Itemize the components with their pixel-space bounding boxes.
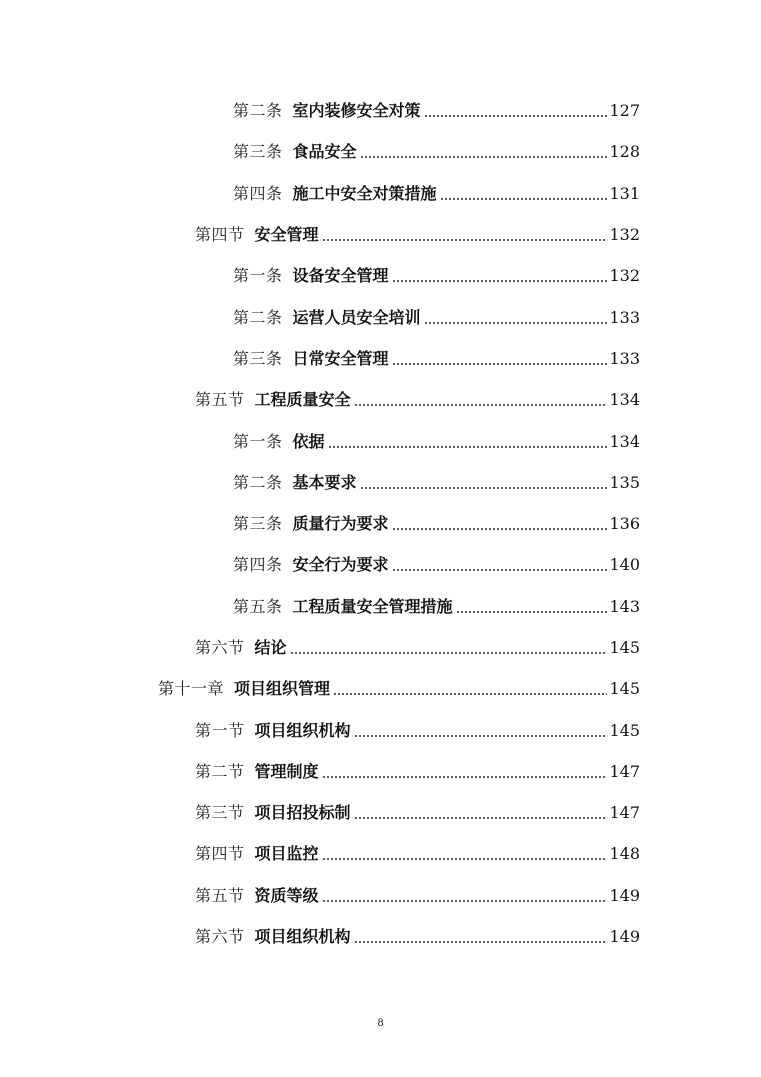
toc-entry-number: 第二条 <box>233 307 283 327</box>
toc-entry[interactable] <box>0 915 761 956</box>
toc-entry-number: 第五节 <box>195 885 245 905</box>
toc-entry-title: 项目组织机构 <box>254 720 351 740</box>
dot-leader <box>456 611 608 613</box>
toc-entry-page: 134 <box>609 390 640 410</box>
toc-entry[interactable] <box>0 254 761 295</box>
toc-entry-number: 第四节 <box>195 225 245 245</box>
toc-entry[interactable] <box>0 461 761 502</box>
toc-entry-page: 132 <box>609 266 640 286</box>
dot-leader <box>322 858 608 860</box>
toc-entry-title: 室内装修安全对策 <box>292 101 421 121</box>
toc-entry-title: 日常安全管理 <box>292 348 389 368</box>
toc-entry[interactable] <box>0 585 761 626</box>
toc-entry-title: 工程质量安全管理措施 <box>292 596 453 616</box>
dot-leader <box>354 817 608 819</box>
toc-entry-page: 135 <box>609 472 640 492</box>
toc-entry-title: 依据 <box>292 431 325 451</box>
toc-entry[interactable] <box>0 213 761 254</box>
toc-entry-line <box>233 139 761 162</box>
dot-leader <box>354 735 608 737</box>
toc-entry-page: 145 <box>609 720 640 740</box>
dot-leader <box>322 239 608 241</box>
dot-leader <box>328 446 608 448</box>
toc-entry-line <box>195 759 761 782</box>
toc-entry-line <box>233 552 761 575</box>
toc-entry-line <box>195 924 761 947</box>
dot-leader <box>440 198 608 200</box>
toc-entry-page: 133 <box>609 348 640 368</box>
toc-entry-number: 第三节 <box>195 803 245 823</box>
toc-entry-title: 食品安全 <box>292 142 357 162</box>
toc-entry[interactable] <box>0 378 761 419</box>
toc-entry-title: 施工中安全对策措施 <box>292 183 437 203</box>
toc-entry[interactable] <box>0 874 761 915</box>
table-of-contents <box>0 89 761 956</box>
toc-entry-page: 132 <box>609 225 640 245</box>
dot-leader <box>290 652 608 654</box>
toc-entry-number: 第五条 <box>233 596 283 616</box>
toc-entry-page: 131 <box>609 183 640 203</box>
toc-entry-number: 第三条 <box>233 348 283 368</box>
toc-entry-title: 项目组织机构 <box>254 927 351 947</box>
toc-entry-number: 第十一章 <box>158 679 225 699</box>
toc-entry-number: 第二节 <box>195 761 245 781</box>
toc-entry-line <box>195 883 761 906</box>
toc-entry-title: 项目组织管理 <box>234 679 331 699</box>
toc-entry[interactable] <box>0 543 761 584</box>
dot-leader <box>392 280 608 282</box>
toc-entry[interactable] <box>0 130 761 171</box>
toc-entry[interactable] <box>0 89 761 130</box>
toc-entry-line <box>233 98 761 121</box>
dot-leader <box>392 528 608 530</box>
toc-entry-title: 运营人员安全培训 <box>292 307 421 327</box>
toc-entry-number: 第一条 <box>233 431 283 451</box>
toc-entry-line <box>195 222 761 245</box>
toc-entry-number: 第三条 <box>233 514 283 534</box>
toc-entry-number: 第二条 <box>233 472 283 492</box>
toc-entry-page: 149 <box>609 885 640 905</box>
toc-entry[interactable] <box>0 626 761 667</box>
toc-entry-page: 128 <box>609 142 640 162</box>
toc-entry-title: 基本要求 <box>292 472 357 492</box>
toc-entry[interactable] <box>0 832 761 873</box>
dot-leader <box>322 776 608 778</box>
dot-leader <box>392 363 608 365</box>
toc-entry-line <box>195 718 761 741</box>
toc-entry[interactable] <box>0 172 761 213</box>
toc-entry-line <box>233 181 761 204</box>
toc-entry-line <box>233 470 761 493</box>
toc-entry-line <box>233 305 761 328</box>
toc-entry[interactable] <box>0 502 761 543</box>
toc-entry[interactable] <box>0 791 761 832</box>
toc-entry-title: 质量行为要求 <box>292 514 389 534</box>
toc-entry-number: 第一节 <box>195 720 245 740</box>
dot-leader <box>424 115 608 117</box>
toc-entry-number: 第二条 <box>233 101 283 121</box>
toc-entry-number: 第四条 <box>233 183 283 203</box>
toc-entry-line <box>233 263 761 286</box>
toc-entry-title: 项目监控 <box>254 844 319 864</box>
toc-entry-line <box>195 841 761 864</box>
toc-entry-title: 安全管理 <box>254 225 319 245</box>
dot-leader <box>392 569 608 571</box>
toc-entry-title: 结论 <box>254 638 287 657</box>
toc-entry-page: 147 <box>609 803 640 823</box>
toc-entry-line <box>233 594 761 617</box>
toc-entry[interactable] <box>0 750 761 791</box>
toc-entry-page: 140 <box>609 555 640 575</box>
toc-entry-number: 第四节 <box>195 844 245 864</box>
toc-entry[interactable] <box>0 295 761 336</box>
toc-entry-number: 第四条 <box>233 555 283 575</box>
toc-entry-number: 第三条 <box>233 142 283 162</box>
toc-entry-line <box>195 387 761 410</box>
toc-entry-title: 工程质量安全 <box>254 390 351 410</box>
toc-entry-page: 149 <box>609 927 640 947</box>
dot-leader <box>360 156 608 158</box>
toc-entry[interactable] <box>0 419 761 460</box>
toc-entry-line <box>158 676 761 699</box>
toc-entry-title: 资质等级 <box>254 885 319 905</box>
toc-entry-page: 145 <box>609 638 640 657</box>
toc-entry[interactable] <box>0 337 761 378</box>
toc-entry-page: 148 <box>609 844 640 864</box>
toc-entry[interactable] <box>0 708 761 749</box>
toc-entry-page: 147 <box>609 761 640 781</box>
toc-entry-title: 项目招投标制 <box>254 803 351 823</box>
dot-leader <box>360 487 608 489</box>
toc-entry-number: 第五节 <box>195 390 245 410</box>
toc-entry-line <box>195 800 761 823</box>
toc-entry-title: 管理制度 <box>254 761 319 781</box>
toc-entry-page: 136 <box>609 514 640 534</box>
dot-leader <box>354 941 608 943</box>
toc-entry-page: 133 <box>609 307 640 327</box>
toc-entry-line <box>233 511 761 534</box>
page-number: 8 <box>377 1018 384 1029</box>
toc-entry-number: 第六节 <box>195 638 245 657</box>
toc-entry-page: 143 <box>609 596 640 616</box>
toc-entry-page: 145 <box>609 679 640 699</box>
dot-leader <box>354 404 608 406</box>
dot-leader <box>333 693 607 695</box>
toc-entry-title: 安全行为要求 <box>292 555 389 575</box>
toc-entry-title: 设备安全管理 <box>292 266 389 286</box>
toc-entry-line <box>233 346 761 369</box>
toc-entry[interactable] <box>0 667 761 708</box>
toc-entry-page: 127 <box>609 101 640 121</box>
toc-entry-number: 第一条 <box>233 266 283 286</box>
dot-leader <box>322 900 608 902</box>
dot-leader <box>424 322 608 324</box>
toc-entry-page: 134 <box>609 431 640 451</box>
toc-entry-line <box>233 429 761 452</box>
toc-entry-line <box>195 635 761 658</box>
toc-entry-number: 第六节 <box>195 927 245 947</box>
